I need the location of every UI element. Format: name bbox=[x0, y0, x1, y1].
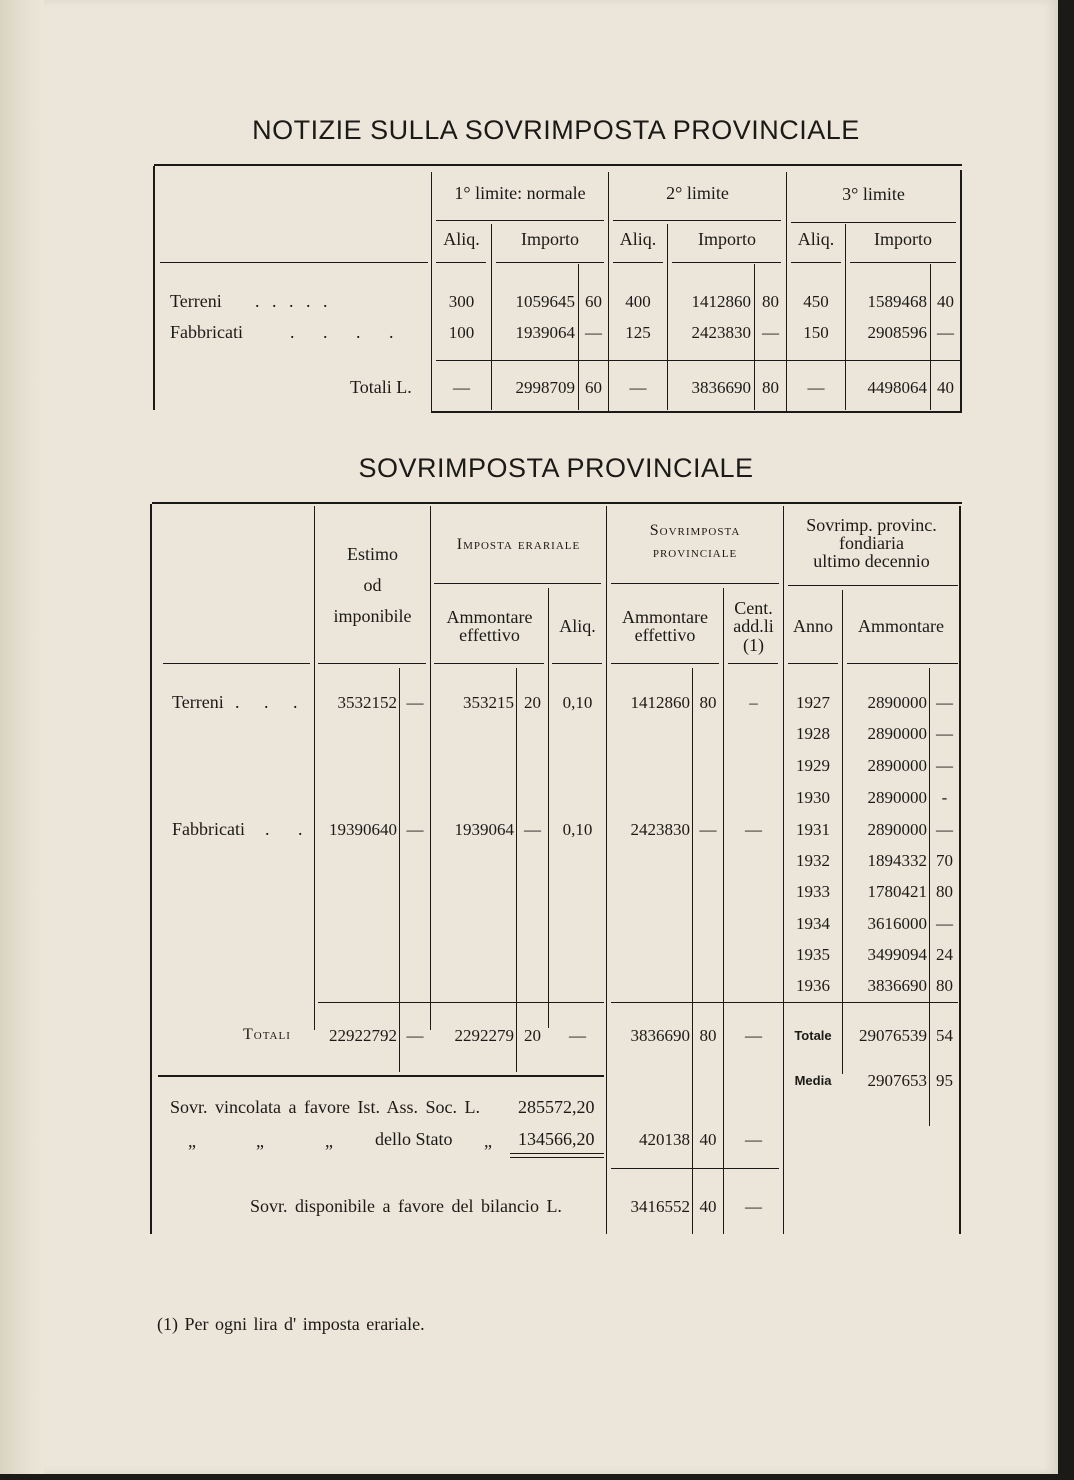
year-label: 1934 bbox=[796, 914, 830, 933]
header-importo-2: Importo bbox=[698, 229, 756, 249]
header-importo-1: Importo bbox=[521, 229, 579, 249]
sovrimposta-value: 1412860 bbox=[630, 693, 690, 712]
row-label: Fabbricati bbox=[172, 819, 245, 839]
imposta-value: 353215 bbox=[463, 693, 514, 712]
cents-3: 40 bbox=[937, 292, 954, 311]
page-binding-edge bbox=[0, 0, 44, 1474]
vincolata-ist-value: 285572,20 bbox=[518, 1097, 595, 1117]
disponibile-cent-value: — bbox=[745, 1197, 762, 1216]
vincolata-stato-text: dello Stato bbox=[375, 1129, 453, 1149]
cents-2: 80 bbox=[762, 292, 779, 311]
header-estimo-2: od bbox=[363, 575, 382, 595]
totals-label: Totali L. bbox=[350, 377, 412, 397]
estimo-cents: — bbox=[406, 1026, 424, 1045]
vincolata-sovrimposta-cents: 40 bbox=[699, 1130, 717, 1149]
estimo-value: 19390640 bbox=[329, 820, 397, 839]
year-label: 1929 bbox=[796, 756, 830, 775]
header-aliq-3: Aliq. bbox=[797, 229, 835, 249]
year-cents: — bbox=[936, 724, 953, 743]
header-cent-3: (1) bbox=[743, 635, 764, 655]
imposta-cents: 20 bbox=[524, 1026, 541, 1045]
cents-3: 40 bbox=[937, 378, 954, 397]
leader-dots: . . . bbox=[235, 692, 308, 712]
ditto-mark: „ bbox=[256, 1131, 264, 1151]
year-cents: — bbox=[936, 914, 953, 933]
header-estimo-1: Estimo bbox=[346, 544, 398, 564]
year-cents: — bbox=[936, 756, 953, 775]
disponibile-sovrimposta-cents: 40 bbox=[699, 1197, 717, 1216]
aliq-value: — bbox=[569, 1026, 586, 1045]
year-amount: 2890000 bbox=[867, 820, 927, 839]
header-imposta-erariale: Imposta erariale bbox=[456, 536, 581, 553]
header-ammontare-sovr-1: Ammontare bbox=[622, 607, 708, 627]
year-label: 1927 bbox=[796, 693, 830, 712]
estimo-cents: — bbox=[406, 820, 424, 839]
year-cents: 80 bbox=[936, 976, 953, 995]
cents-1: — bbox=[585, 323, 602, 342]
aliq-3: 450 bbox=[803, 292, 829, 311]
year-label: 1935 bbox=[796, 945, 830, 964]
imposta-value: 1939064 bbox=[454, 820, 514, 839]
year-amount: 2890000 bbox=[867, 756, 927, 775]
year-label: 1933 bbox=[796, 882, 830, 901]
disponibile-sovrimposta-value: 3416552 bbox=[630, 1197, 690, 1216]
imposta-value: 2292279 bbox=[454, 1026, 514, 1045]
importo-3: 2908596 bbox=[867, 323, 927, 342]
ditto-mark: „ bbox=[325, 1131, 333, 1151]
header-sovrimposta-1: Sovrimposta bbox=[649, 522, 741, 539]
header-limit-3: 3° limite bbox=[842, 184, 905, 204]
media-amount: 2907653 bbox=[867, 1071, 927, 1090]
header-ammontare-sovr-2: effettivo bbox=[634, 625, 696, 645]
title-sovrimposta: SOVRIMPOSTA PROVINCIALE bbox=[358, 453, 754, 483]
year-label: 1936 bbox=[796, 976, 830, 995]
header-estimo-3: imponibile bbox=[333, 606, 412, 626]
header-fondiaria-3: ultimo decennio bbox=[813, 551, 930, 571]
header-ammontare-imposta-1: Ammontare bbox=[446, 607, 533, 627]
leader-dots: . . bbox=[265, 819, 315, 839]
year-amount: 3836690 bbox=[867, 976, 927, 995]
header-aliq-2: Aliq. bbox=[619, 229, 657, 249]
year-cents: - bbox=[941, 788, 948, 807]
sovrimposta-value: 3836690 bbox=[630, 1026, 690, 1045]
vincolata-cent-value: — bbox=[745, 1130, 762, 1149]
importo-2: 2423830 bbox=[691, 323, 751, 342]
header-aliq-1: Aliq. bbox=[443, 229, 480, 249]
estimo-value: 3532152 bbox=[337, 693, 397, 712]
aliq-1: 300 bbox=[448, 292, 475, 311]
importo-1: 1059645 bbox=[515, 292, 575, 311]
year-amount: 1894332 bbox=[867, 851, 927, 870]
year-amount: 3616000 bbox=[867, 914, 927, 933]
row-label: Terreni bbox=[172, 692, 224, 712]
ditto-mark: „ bbox=[188, 1131, 196, 1151]
year-amount: 2890000 bbox=[867, 724, 927, 743]
year-cents: 24 bbox=[936, 945, 953, 964]
year-amount: 2890000 bbox=[867, 788, 927, 807]
vincolata-ist-text: Sovr. vincolata a favore Ist. Ass. Soc. L. bbox=[170, 1097, 480, 1117]
header-fondiaria-2: fondiaria bbox=[839, 533, 904, 553]
leader-dots: . . . . bbox=[290, 322, 406, 342]
ditto-mark: „ bbox=[484, 1131, 492, 1151]
cent-value: — bbox=[745, 1026, 762, 1045]
year-cents: 70 bbox=[936, 851, 953, 870]
header-anno: Anno bbox=[793, 616, 833, 636]
year-amount: 3499094 bbox=[867, 945, 927, 964]
row-label: Fabbricati bbox=[170, 322, 243, 342]
cent-value: – bbox=[749, 693, 758, 712]
totale-label: Totale bbox=[794, 1028, 832, 1043]
header-ammontare-fondiaria: Ammontare bbox=[858, 616, 944, 636]
aliq-3: 150 bbox=[803, 323, 829, 342]
header-fondiaria-1: Sovrimp. provinc. bbox=[806, 515, 937, 535]
aliq-1: — bbox=[453, 378, 470, 397]
aliq-1: 100 bbox=[448, 323, 475, 342]
importo-3: 4498064 bbox=[867, 378, 927, 397]
aliq-2: 125 bbox=[625, 323, 651, 342]
estimo-cents: — bbox=[406, 693, 424, 712]
sovrimposta-value: 2423830 bbox=[630, 820, 690, 839]
aliq-value: 0,10 bbox=[562, 693, 593, 712]
header-ammontare-imposta-2: effettivo bbox=[459, 625, 520, 645]
media-label: Media bbox=[794, 1073, 832, 1088]
year-amount: 2890000 bbox=[867, 693, 927, 712]
importo-1: 1939064 bbox=[515, 323, 575, 342]
header-limit-2: 2° limite bbox=[666, 183, 729, 203]
cents-3: — bbox=[937, 323, 954, 342]
sovrimposta-cents: 80 bbox=[699, 1026, 717, 1045]
cents-1: 60 bbox=[585, 378, 602, 397]
header-cent-2: add.li bbox=[733, 616, 774, 636]
aliq-2: — bbox=[629, 378, 647, 397]
footnote: (1) Per ogni lira d' imposta erariale. bbox=[157, 1314, 425, 1334]
year-label: 1928 bbox=[796, 724, 830, 743]
row-label: Terreni bbox=[170, 291, 222, 311]
header-sovrimposta-2: provinciale bbox=[652, 544, 738, 561]
imposta-cents: 20 bbox=[524, 693, 541, 712]
totale-cents: 54 bbox=[936, 1026, 953, 1045]
year-cents: — bbox=[936, 693, 953, 712]
cents-1: 60 bbox=[585, 292, 602, 311]
importo-2: 1412860 bbox=[691, 292, 751, 311]
cents-2: 80 bbox=[762, 378, 779, 397]
year-cents: — bbox=[936, 820, 953, 839]
estimo-value: 22922792 bbox=[329, 1026, 397, 1045]
title-notizie: NOTIZIE SULLA SOVRIMPOSTA PROVINCIALE bbox=[252, 115, 860, 145]
importo-1: 2998709 bbox=[515, 378, 575, 397]
aliq-2: 400 bbox=[625, 292, 651, 311]
imposta-cents: — bbox=[524, 820, 541, 839]
totali-label: Totali bbox=[243, 1026, 291, 1043]
year-label: 1930 bbox=[796, 788, 830, 807]
header-aliq: Aliq. bbox=[559, 616, 596, 636]
sovrimposta-cents: 80 bbox=[699, 693, 717, 712]
aliq-3: — bbox=[807, 378, 825, 397]
importo-3: 1589468 bbox=[867, 292, 927, 311]
sovrimposta-cents: — bbox=[699, 820, 717, 839]
year-label: 1932 bbox=[796, 851, 830, 870]
cents-2: — bbox=[762, 323, 779, 342]
vincolata-sovrimposta-value: 420138 bbox=[639, 1130, 690, 1149]
header-limit-1: 1° limite: normale bbox=[454, 183, 586, 203]
header-importo-3: Importo bbox=[874, 229, 932, 249]
disponibile-text: Sovr. disponibile a favore del bilancio L. bbox=[250, 1196, 562, 1216]
cent-value: — bbox=[745, 820, 762, 839]
year-label: 1931 bbox=[796, 820, 830, 839]
year-amount: 1780421 bbox=[867, 882, 927, 901]
importo-2: 3836690 bbox=[691, 378, 751, 397]
vincolata-stato-value: 134566,20 bbox=[518, 1129, 595, 1149]
aliq-value: 0,10 bbox=[562, 820, 593, 839]
leader-dots: . . . . . bbox=[255, 291, 332, 311]
year-cents: 80 bbox=[936, 882, 953, 901]
media-cents: 95 bbox=[936, 1071, 953, 1090]
header-cent-1: Cent. bbox=[734, 598, 773, 618]
totale-amount: 29076539 bbox=[859, 1026, 927, 1045]
